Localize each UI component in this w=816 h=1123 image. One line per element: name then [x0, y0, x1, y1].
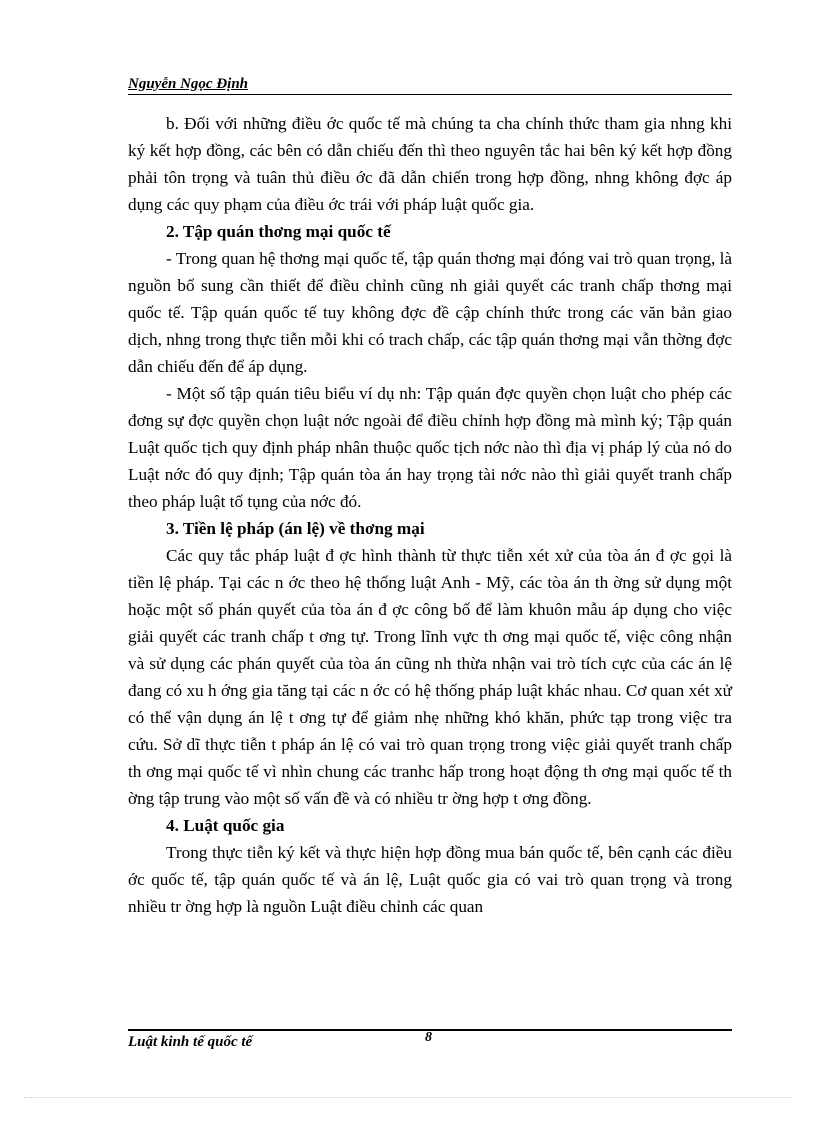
paragraph-trade-customs-role: - Trong quan hệ thơng mại quốc tế, tập quán thơng mại đóng vai trò quan trọng, là nguồn bổ sung cần thiết để điều chỉnh cũng nh giải quyết các tranh chấp thơng mại quốc tế. Tập quán quốc tế tuy không đợc đề cập chính thức trong các văn bản giao dịch, nhng trong thực tiễn mỗi khi có trach chấp, các tập quán thơng mại vẫn thờng đợc dẫn chiếu đến để áp dụng.: [128, 249, 732, 376]
header-rule: [128, 94, 732, 95]
paragraph-treaties-not-joined: b. Đối với những điều ớc quốc tế mà chúng ta cha chính thức tham gia nhng khi ký kết hợp đồng, các bên có dẫn chiếu đến thì theo nguyên tắc hai bên ký kết hợp đồng phải tôn trọng và tuân thủ điều ớc đã dẫn chiến trong hợp đồng, nhng không đợc áp dụng các quy phạm của điều ớc trái với pháp luật quốc gia.: [128, 114, 732, 214]
section-heading-national-law: 4. Luật quốc gia: [166, 816, 285, 835]
header-author: Nguyễn Ngọc Định: [128, 76, 249, 92]
page-number: 8: [425, 1030, 432, 1045]
section-heading-precedent: 3. Tiền lệ pháp (án lệ) về thơng mại: [166, 519, 425, 538]
section-heading-trade-customs: 2. Tập quán thơng mại quốc tế: [166, 222, 391, 241]
paragraph-national-law: Trong thực tiễn ký kết và thực hiện hợp đồng mua bán quốc tế, bên cạnh các điều ớc quốc tế, tập quán quốc tế và án lệ, Luật quốc gia có vai trò quan trọng và trong nhiều tr ờng hợp là nguồn Luật điều chỉnh các quan: [128, 843, 732, 916]
page-edge-divider: [24, 1097, 792, 1098]
paragraph-trade-customs-examples: - Một số tập quán tiêu biểu ví dụ nh: Tập quán đợc quyền chọn luật cho phép các đơng sự đợc quyền chọn luật nớc ngoài để điều chỉnh hợp đồng mà mình ký; Tập quán Luật quốc tịch quy định pháp nhân thuộc quốc tịch nớc nào thì địa vị pháp lý của nó do Luật nớc đó quy định; Tập quán tòa án hay trọng tài nớc nào thì giải quyết tranh chấp theo pháp luật tố tụng của nớc đó.: [128, 384, 732, 511]
page-body: [128, 110, 732, 920]
footer-title: Luật kinh tế quốc tế: [128, 1034, 253, 1050]
paragraph-precedent: Các quy tắc pháp luật đ ợc hình thành từ thực tiễn xét xử của tòa án đ ợc gọi là tiền lệ pháp. Tại các n ớc theo hệ thống luật Anh - Mỹ, các tòa án th ờng sử dụng một hoặc một số phán quyết của tòa án đ ợc công bố để làm khuôn mẫu áp dụng cho việc giải quyết các tranh chấp t ơng tự. Trong lĩnh vực th ơng mại quốc tế, việc công nhận và sử dụng các phán quyết của tòa án cũng nh thừa nhận vai trò tích cực của các án lệ đang có xu h ớng gia tăng tại các n ớc có hệ thống pháp luật khác nhau. Cơ quan xét xử có thể vận dụng án lệ t ơng tự để giảm nhẹ những khó khăn, phức tạp trong việc tra cứu. Sở dĩ thực tiễn t pháp án lệ có vai trò quan trọng trong việc giải quyết tranh chấp th ơng mại quốc tế vì nhìn chung các tranhc hấp trong hoạt động th ơng mại quốc tế th ờng tập trung vào một số vấn đề và có nhiều tr ờng hợp t ơng đồng.: [128, 546, 732, 808]
